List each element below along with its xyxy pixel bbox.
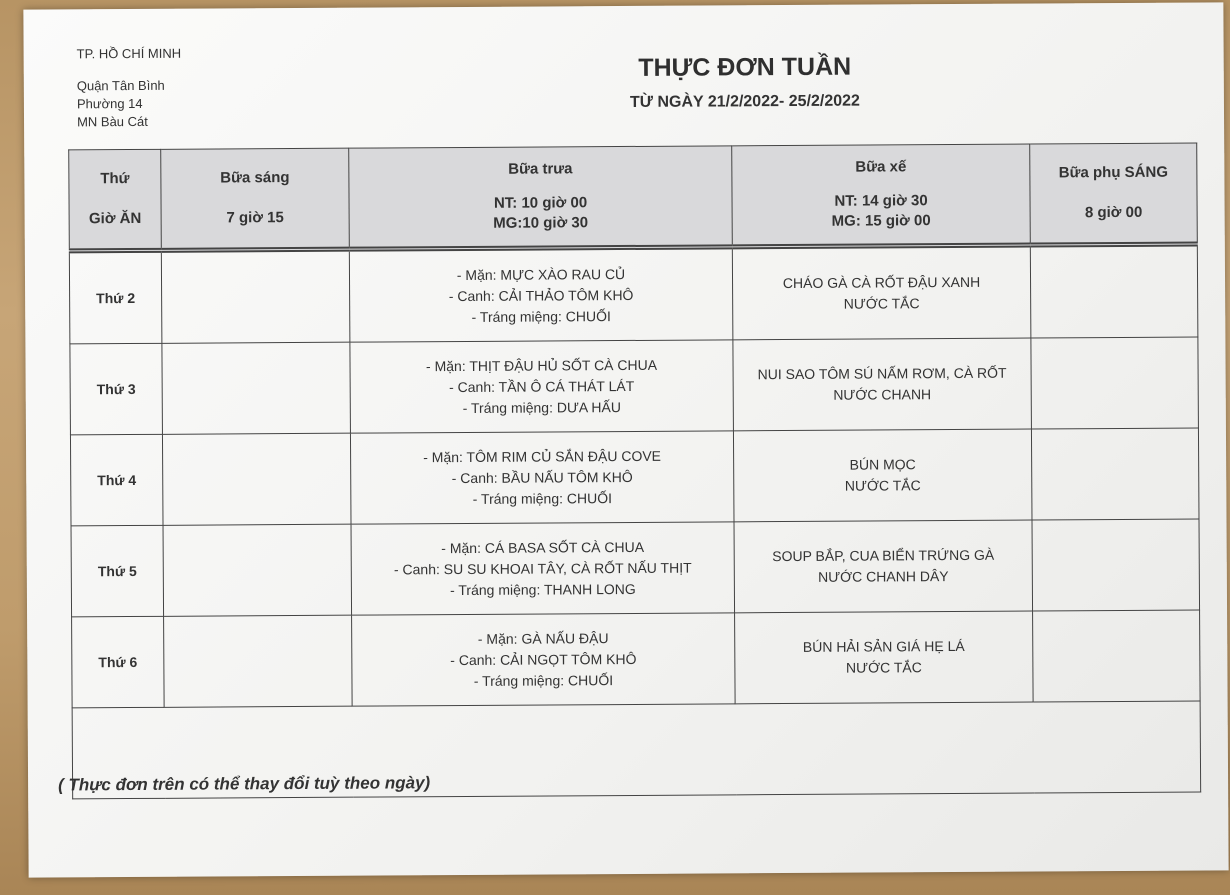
table-row — [69, 244, 1198, 344]
header-lunch-time-nt: NT: 10 giờ 00 — [493, 194, 588, 212]
row-lunch — [350, 340, 734, 433]
lunch-dessert: - Tráng miệng: CHUỐI — [472, 489, 613, 507]
snack-drink: NƯỚC TẮC — [845, 659, 922, 676]
row-breakfast — [164, 615, 353, 707]
weekly-menu-table — [68, 143, 1201, 800]
row-snack — [732, 245, 1031, 340]
header-extra-label: Bữa phụ SÁNG — [1058, 163, 1169, 182]
lunch-dessert: - Tráng miệng: THANH LONG — [450, 580, 636, 598]
org-city: TP. HỒ CHÍ MINH — [76, 45, 182, 62]
menu-note: ( Thực đơn trên có thể thay đổi tuỳ theo ngày) — [58, 773, 431, 795]
snack-drink: NƯỚC CHANH — [833, 386, 932, 403]
header-meal-time-label: Giờ ĂN — [88, 209, 142, 228]
row-breakfast — [162, 342, 351, 434]
snack-drink: NƯỚC TẮC — [844, 477, 921, 494]
row-snack — [733, 338, 1032, 431]
row-day: Thứ 3 — [70, 343, 163, 435]
org-school: MN Bàu Cát — [77, 113, 148, 130]
lunch-dessert: - Tráng miệng: CHUỐI — [471, 307, 611, 325]
row-lunch — [351, 522, 735, 615]
table-row — [71, 519, 1200, 617]
table-row — [72, 610, 1201, 708]
row-day: Thứ 4 — [70, 434, 163, 526]
lunch-soup: - Canh: BẦU NẤU TÔM KHÔ — [451, 468, 633, 486]
snack-dish: BÚN MỌC — [849, 456, 916, 473]
menu-paper-sheet — [23, 2, 1228, 877]
lunch-soup: - Canh: TẦN Ô CÁ THÁT LÁT — [449, 377, 635, 395]
lunch-soup: - Canh: CẢI THẢO TÔM KHÔ — [448, 286, 634, 304]
row-lunch — [352, 613, 736, 706]
lunch-soup: - Canh: SU SU KHOAI TÂY, CÀ RỐT NẤU THỊT — [393, 559, 692, 577]
header-breakfast — [161, 148, 350, 250]
lunch-main-dish: - Mặn: GÀ NẤU ĐẬU — [477, 629, 609, 647]
row-snack — [735, 611, 1034, 704]
snack-dish: CHÁO GÀ CÀ RỐT ĐẬU XANH — [782, 273, 981, 292]
header-lunch-label: Bữa trưa — [508, 160, 573, 178]
snack-dish: SOUP BẮP, CUA BIỂN TRỨNG GÀ — [772, 546, 995, 565]
organization-block — [77, 45, 182, 132]
row-snack — [734, 520, 1033, 613]
row-extra — [1033, 610, 1201, 702]
row-extra — [1030, 244, 1198, 338]
header-snack-time-nt: NT: 14 giờ 30 — [834, 192, 928, 210]
lunch-main-dish: - Mặn: TÔM RIM CỦ SẮN ĐẬU COVE — [423, 447, 662, 465]
row-snack — [733, 429, 1032, 522]
header-day — [69, 149, 162, 251]
lunch-main-dish: - Mặn: THỊT ĐẬU HỦ SỐT CÀ CHUA — [425, 356, 658, 374]
header-snack — [732, 144, 1031, 247]
snack-drink: NƯỚC TẮC — [843, 295, 920, 312]
snack-dish: BÚN HẢI SẢN GIÁ HẸ LÁ — [802, 637, 965, 655]
row-lunch — [350, 431, 734, 524]
table-row — [70, 337, 1199, 435]
row-breakfast — [161, 249, 350, 343]
lunch-soup: - Canh: CẢI NGỌT TÔM KHÔ — [450, 650, 637, 668]
row-day: Thứ 5 — [71, 525, 164, 617]
table-header-row — [69, 143, 1198, 251]
lunch-dessert: - Tráng miệng: CHUỐI — [473, 671, 614, 689]
header-snack-label: Bữa xế — [855, 158, 907, 176]
snack-dish: NUI SAO TÔM SÚ NẤM RƠM, CÀ RỐT — [757, 364, 1007, 383]
menu-title: THỰC ĐƠN TUẦN — [638, 52, 852, 82]
header-snack-time-mg: MG: 15 giờ 00 — [831, 212, 931, 230]
lunch-dessert: - Tráng miệng: DƯA HẤU — [462, 398, 621, 416]
header-lunch — [349, 146, 733, 249]
snack-drink: NƯỚC CHANH DÂY — [818, 568, 949, 585]
row-extra — [1031, 337, 1199, 429]
lunch-main-dish: - Mặn: CÁ BASA SỐT CÀ CHUA — [441, 538, 645, 556]
row-breakfast — [163, 524, 352, 616]
header-extra-time: 8 giờ 00 — [1084, 203, 1143, 222]
row-extra — [1032, 519, 1200, 611]
menu-date-range: TỪ NGÀY 21/2/2022- 25/2/2022 — [629, 92, 860, 111]
header-lunch-time-mg: MG:10 giờ 30 — [493, 214, 589, 232]
row-day: Thứ 6 — [72, 616, 165, 708]
org-district: Quận Tân Bình — [76, 77, 165, 94]
row-breakfast — [162, 433, 351, 525]
table-row — [70, 428, 1199, 526]
header-extra — [1030, 143, 1198, 245]
row-extra — [1031, 428, 1199, 520]
header-breakfast-time: 7 giờ 15 — [226, 209, 284, 227]
lunch-main-dish: - Mặn: MỰC XÀO RAU CỦ — [456, 265, 626, 283]
header-day-label: Thứ — [100, 170, 130, 188]
row-day: Thứ 2 — [69, 250, 162, 344]
header-breakfast-label: Bữa sáng — [220, 169, 290, 187]
row-lunch — [349, 247, 733, 342]
org-ward: Phường 14 — [76, 95, 143, 112]
